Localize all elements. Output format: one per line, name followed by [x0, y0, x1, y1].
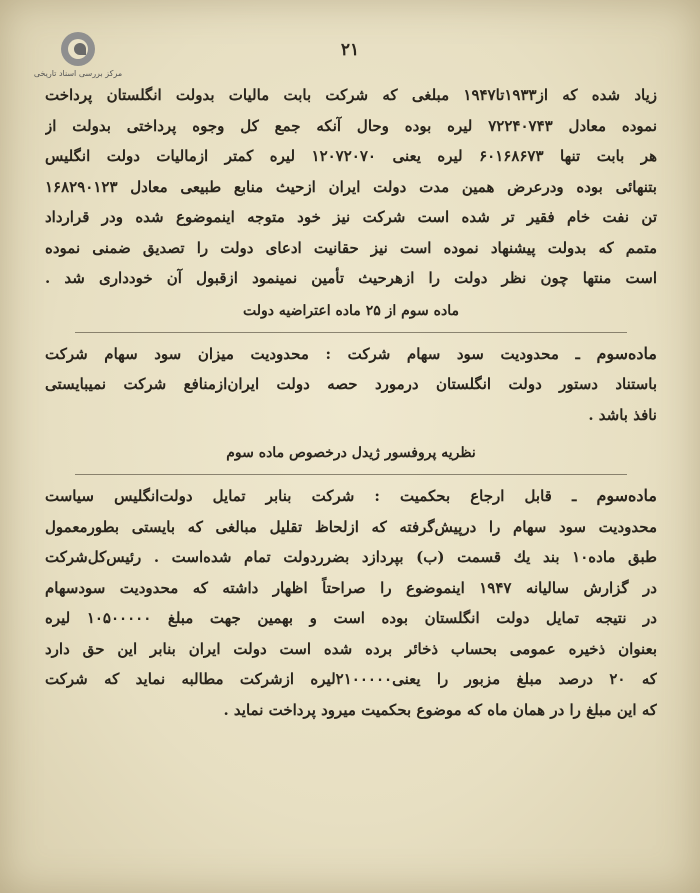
text-line: که این مبلغ را در همان ماه که موضوع بحکمیت میرود پرداخت نماید .: [223, 700, 657, 719]
text-line: در گزارش سالیانه ۱۹۴۷ اینموضوع را صراحتاً اظهار داشته که محدودیت سودسهام: [45, 578, 657, 597]
text-line: بعنوان ذخیره عمومی بحساب ذخائر برده شده است دولت ایران بنابر این حق دارد: [45, 639, 657, 658]
text-line: زیاد شده که از۱۹۳۳تا۱۹۴۷ مبلغی که شرکت بابت مالیات بدولت انگلستان پرداخت: [45, 86, 657, 104]
text-line: که ۲۰ درصد مبلغ مزبور را یعنی۲۱۰۰۰۰۰لیره ازشرکت مطالبه نماید که شرکت: [45, 670, 657, 688]
divider: [75, 332, 627, 333]
text-line: باستناد دستور دولت انگلستان درمورد حصه دولت ایران‌ازمنافع شرکت نمیبایستی: [45, 375, 657, 393]
text-line: طبق ماده۱۰ بند یك قسمت (ب) بپردازد بضرردولت تمام شده‌است . رئیس‌کل‌شرکت: [45, 548, 657, 566]
text-line: تن نفت خام فقیر تر شده است شرکت نیز خود متوجه اینموضوع شده ودر قرارداد: [45, 208, 657, 226]
section-heading-1: ماده سوم از ۲۵ ماده اعتراضیه دولت: [243, 302, 459, 319]
text-fragment: ـ محدودیت سود سهام شرکت : محدودیت میزان سود سهام شرکت: [45, 344, 597, 363]
text-line: هر بابت تنها ۶۰۱۶۸۶۷۳ لیره یعنی ۱۲۰۷۲۰۷۰ لیره کمتر ازمالیات دولت انگلیس: [45, 147, 657, 165]
divider: [75, 474, 627, 475]
text-line: بتنهائی بوده ودرعرض همین مدت دولت ایران ازحیث منابع طبیعی معادل ۱۶۸۲۹۰۱۲۳: [45, 177, 657, 196]
article-term: ماده‌سوم: [596, 486, 657, 505]
paragraph-3: [45, 481, 657, 725]
archive-logo-text: مرکز بررسی اسناد تاریخی: [33, 69, 123, 78]
text-line: [45, 339, 657, 370]
text-line: نافذ باشد .: [588, 405, 657, 424]
text-line: محدودیت سود سهام را درپیش‌گرفته که ازلحاظ تقلیل مبالغی که بایستی بطورمعمول: [45, 517, 657, 536]
article-term: ماده‌سوم: [596, 343, 657, 363]
text-line: [45, 481, 657, 512]
paragraph-2: [45, 339, 657, 431]
text-line: است منتها چون نظر دولت را ازهرحیث تأمین نمینمود ازقبول آن خودداری شد .: [45, 269, 657, 287]
document-body: [45, 80, 657, 725]
section-heading-2: نظریه پروفسور ژیدل درخصوص ماده سوم: [226, 445, 476, 461]
paragraph-1: [45, 80, 657, 294]
text-line: متمم که بدولت پیشنهاد نموده است نیز حقانیت ادعای دولت را تصدیق ضمنی نموده: [45, 238, 657, 257]
text-fragment: ـ قابل ارجاع بحکمیت : شرکت بنابر تمایل دولت‌انگلیس سیاست: [45, 487, 597, 505]
text-line: نموده معادل ۷۲۲۴۰۷۴۳ لیره بوده وحال آنکه جمع کل وجوه پرداختی بدولت از: [45, 116, 657, 135]
text-line: در نتیجه تمایل دولت انگلستان بوده است و بهمین جهت مبلغ ۱۰۵۰۰۰۰۰ لیره: [45, 609, 657, 627]
spacer: [45, 430, 657, 436]
page-number: ۲۱: [340, 40, 360, 60]
